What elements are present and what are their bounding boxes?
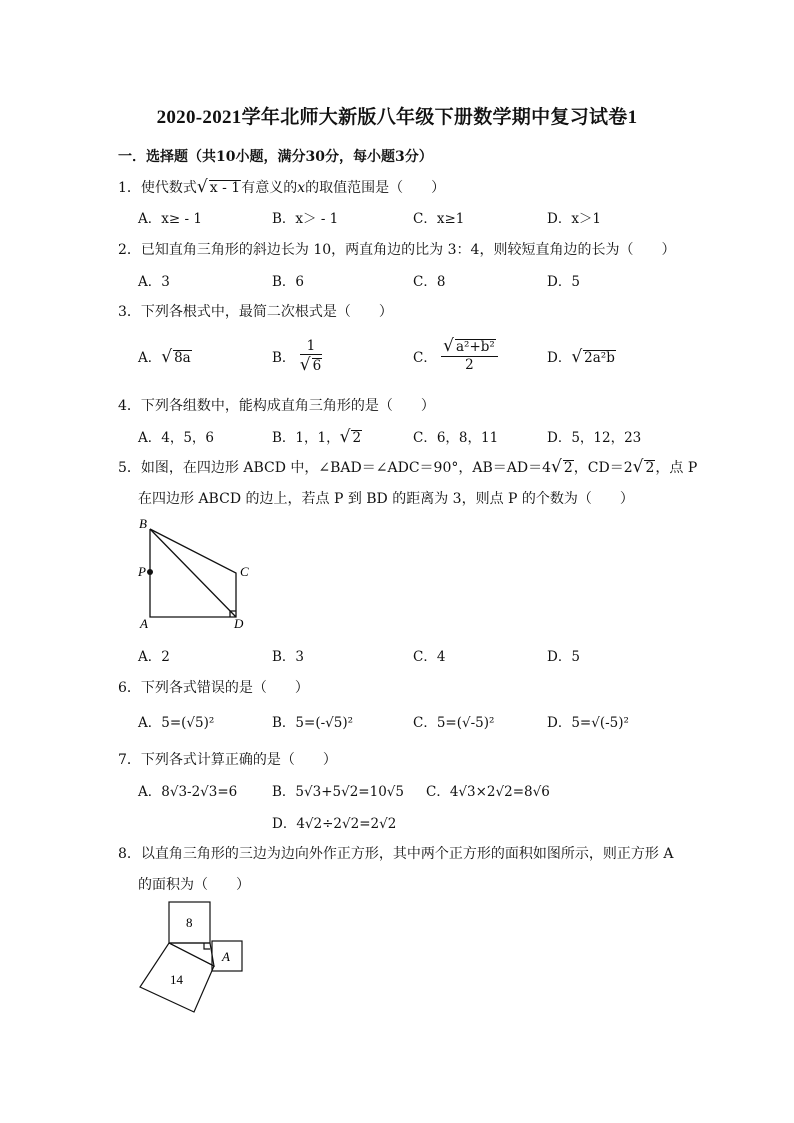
q8-text-line1: 以直角三角形的三边为边向外作正方形，其中两个正方形的面积如图所示，则正方形 A — [140, 846, 674, 862]
q2-option-a[interactable]: A．3 — [138, 274, 170, 290]
sqrt-sign: √ — [299, 355, 311, 375]
label-a: A — [222, 949, 230, 964]
q1-text-pre: 使代数式 — [140, 180, 197, 196]
sqrt-sign: √ — [161, 347, 173, 367]
radicand: 6 — [312, 358, 322, 374]
question-8 — [118, 843, 673, 863]
q3-option-c[interactable] — [413, 336, 498, 373]
option-text: B．1，1， — [272, 430, 340, 446]
diagonal-bd — [150, 529, 236, 617]
q1-text-post2: 的取值范围是（ ） — [305, 180, 446, 196]
q5-text-line1: 如图，在四边形 ABCD 中，∠BAD＝∠ADC＝90°，AB＝AD＝4 — [140, 460, 552, 476]
q5-figure — [130, 515, 260, 633]
question-1 — [118, 177, 445, 197]
q2-option-d[interactable]: D．5 — [547, 274, 580, 290]
question-6 — [118, 677, 309, 697]
right-triangle — [169, 943, 214, 966]
q3-option-b[interactable] — [272, 338, 322, 375]
q5-text-line2: 在四边形 ABCD 的边上，若点 P 到 BD 的距离为 3，则点 P 的个数为（ ） — [138, 491, 634, 507]
q8-figure — [134, 897, 252, 1022]
q4-option-c[interactable]: C．6，8，11 — [413, 430, 499, 446]
q3-option-a[interactable] — [138, 346, 192, 367]
label-b: B — [139, 516, 147, 531]
q6-option-c[interactable]: C．5=(√-5)² — [413, 715, 495, 731]
sqrt-sign: √ — [339, 427, 351, 447]
question-5 — [118, 457, 697, 477]
option-label: B． — [272, 350, 296, 366]
question-3 — [118, 301, 393, 321]
q7-text: 下列各式计算正确的是（ ） — [140, 752, 337, 768]
q4-text: 下列各组数中，能构成直角三角形的是（ ） — [140, 398, 435, 414]
q6-option-d[interactable]: D．5=√(-5)² — [547, 715, 629, 731]
label-d: D — [234, 616, 244, 631]
q1-variable: x — [297, 180, 306, 196]
label-a: A — [140, 616, 148, 631]
q5-text-end: ，点 P — [655, 460, 698, 476]
right-angle-mark — [204, 943, 210, 949]
q3-text: 下列各根式中，最简二次根式是（ ） — [140, 304, 393, 320]
q1-option-a[interactable]: A．x≥ - 1 — [138, 211, 202, 227]
sqrt-sign: √ — [443, 336, 454, 356]
q4-option-a[interactable]: A．4，5，6 — [138, 430, 215, 446]
option-label: A． — [138, 350, 162, 366]
q7-option-b[interactable]: B．5√3+5√2=10√5 — [272, 784, 404, 800]
radicand: 2 — [563, 460, 573, 476]
sqrt-sign: √ — [196, 177, 208, 197]
q1-option-b[interactable]: B．x＞ - 1 — [272, 211, 339, 227]
label-c: C — [240, 564, 249, 579]
q2-option-b[interactable]: B．6 — [272, 274, 305, 290]
q1-text-post: 有意义的 — [241, 180, 298, 196]
q5-text-mid: ，CD＝2 — [573, 460, 633, 476]
question-2 — [118, 239, 675, 259]
q5-option-c[interactable]: C．4 — [413, 649, 446, 665]
q3-option-d[interactable] — [547, 346, 616, 367]
q4-option-d[interactable]: D．5，12，23 — [547, 430, 642, 446]
radicand: 2a²b — [584, 350, 615, 366]
q1-radicand: x - 1 — [209, 180, 241, 196]
fraction-denominator: 2 — [465, 357, 474, 373]
q8-text-line2: 的面积为（ ） — [138, 877, 250, 893]
q1-option-d[interactable]: D．x＞1 — [547, 211, 602, 227]
option-label: C． — [413, 350, 437, 366]
sqrt-sign: √ — [571, 347, 583, 367]
q5-option-d[interactable]: D．5 — [547, 649, 580, 665]
q1-option-c[interactable]: C．x≥1 — [413, 211, 465, 227]
question-number: 4． — [118, 398, 141, 414]
q7-option-a[interactable]: A．8√3-2√3=6 — [138, 784, 238, 800]
q6-text: 下列各式错误的是（ ） — [140, 680, 309, 696]
question-number: 2． — [118, 242, 141, 258]
radicand: 8a — [174, 350, 191, 366]
sqrt-sign: √ — [551, 457, 562, 477]
question-number: 1． — [118, 180, 141, 196]
radicand: a²+b² — [455, 339, 495, 355]
label-14: 14 — [170, 972, 183, 987]
sqrt-sign: √ — [632, 457, 644, 477]
q2-text: 已知直角三角形的斜边长为 10，两直角边的比为 3：4，则较短直角边的长为（ ） — [140, 242, 676, 258]
question-number: 7． — [118, 752, 141, 768]
q7-option-c[interactable]: C．4√3×2√2=8√6 — [426, 784, 550, 800]
section-heading: 一．选择题（共10小题，满分30分，每小题3分） — [118, 149, 433, 165]
question-7 — [118, 749, 337, 769]
q4-option-b[interactable] — [272, 426, 362, 447]
label-p: P — [138, 564, 146, 579]
q5-option-a[interactable]: A．2 — [138, 649, 170, 665]
radicand: 2 — [645, 460, 655, 476]
question-number: 5． — [118, 460, 141, 476]
question-number: 6． — [118, 680, 141, 696]
radicand: 2 — [352, 430, 362, 446]
label-8: 8 — [186, 915, 193, 930]
q6-option-b[interactable]: B．5=(-√5)² — [272, 715, 354, 731]
fraction-numerator: 1 — [300, 338, 322, 355]
q6-option-a[interactable]: A．5=(√5)² — [138, 715, 215, 731]
point-p — [147, 569, 153, 575]
q2-option-c[interactable]: C．8 — [413, 274, 446, 290]
page-title: 2020-2021学年北师大新版八年级下册数学期中复习试卷1 — [156, 107, 638, 128]
question-4 — [118, 395, 435, 415]
option-label: D． — [547, 350, 572, 366]
question-number: 8． — [118, 846, 141, 862]
question-number: 3． — [118, 304, 141, 320]
q7-option-d[interactable]: D．4√2÷2√2=2√2 — [272, 816, 397, 832]
q5-option-b[interactable]: B．3 — [272, 649, 305, 665]
